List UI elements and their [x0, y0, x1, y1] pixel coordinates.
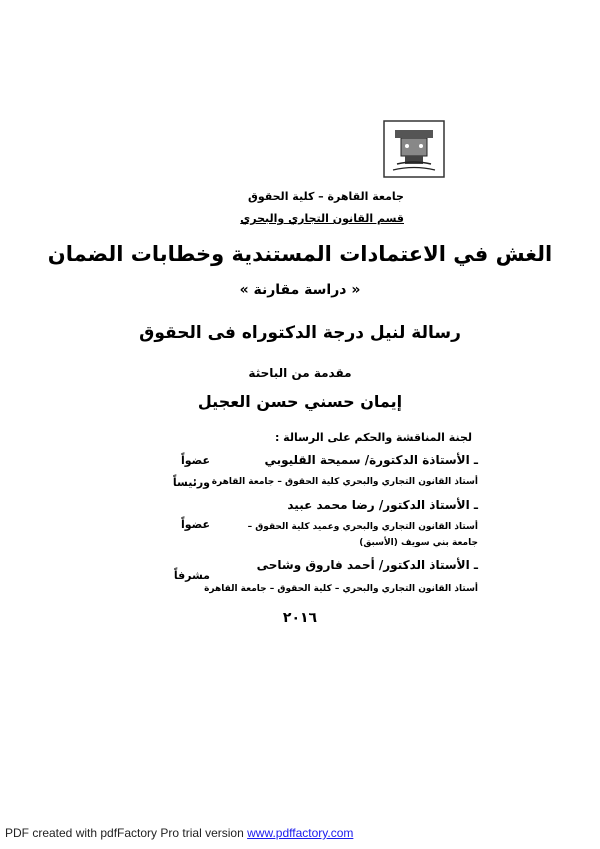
university-faculty: جامعة القاهرة – كلية الحقوق: [247, 190, 404, 203]
committee-member-role-secondary: ورئيساً: [172, 476, 210, 489]
committee-member-description: أستاذ القانون التجاري والبحري وعميد كلية الحقوق –: [247, 522, 478, 532]
committee-title: لجنة المناقشة والحكم على الرسالة :: [274, 431, 472, 444]
committee-member-role: مشرفاً: [173, 569, 210, 582]
committee-member-description: أستاذ القانون التجاري والبحري – كلية الحقوق – جامعة القاهرة: [204, 584, 478, 594]
committee-member-name: ـ الأستاذ الدكتور/ رضا محمد عبيد: [287, 498, 478, 512]
year: ٢٠١٦: [282, 610, 318, 626]
committee-member-description: أستاذ القانون التجاري والبحري كلية الحقوق – جامعة القاهرة: [211, 477, 478, 487]
committee-member-role: عضواً: [180, 518, 210, 531]
committee-member-name: ـ الأستاذ الدكتور/ أحمد فاروق وشاحى: [256, 558, 478, 572]
presented-by: مقدمة من الباحثة: [248, 366, 352, 380]
committee-member-role: عضواً: [180, 454, 210, 467]
department: قسم القانون التجاري والبحري: [240, 212, 404, 225]
cairo-university-logo-icon: [383, 120, 445, 178]
footer-link[interactable]: www.pdffactory.com: [247, 826, 354, 840]
committee-member-description-line2: جامعة بني سويف (الأسبق): [359, 538, 478, 548]
researcher-name: إيمان حسني حسن العجيل: [197, 392, 403, 411]
thesis-title: الغش في الاعتمادات المستندية وخطابات الضمان: [47, 242, 553, 266]
thesis-subtitle: « دراسة مقارنة »: [239, 282, 361, 298]
degree-statement: رسالة لنيل درجة الدكتوراه فى الحقوق: [139, 323, 461, 343]
footer-text: PDF created with pdfFactory Pro trial version: [5, 826, 244, 840]
pdf-footer: [5, 826, 353, 840]
committee-member-name: ـ الأستاذة الدكتورة/ سميحة القليوبي: [264, 453, 478, 467]
